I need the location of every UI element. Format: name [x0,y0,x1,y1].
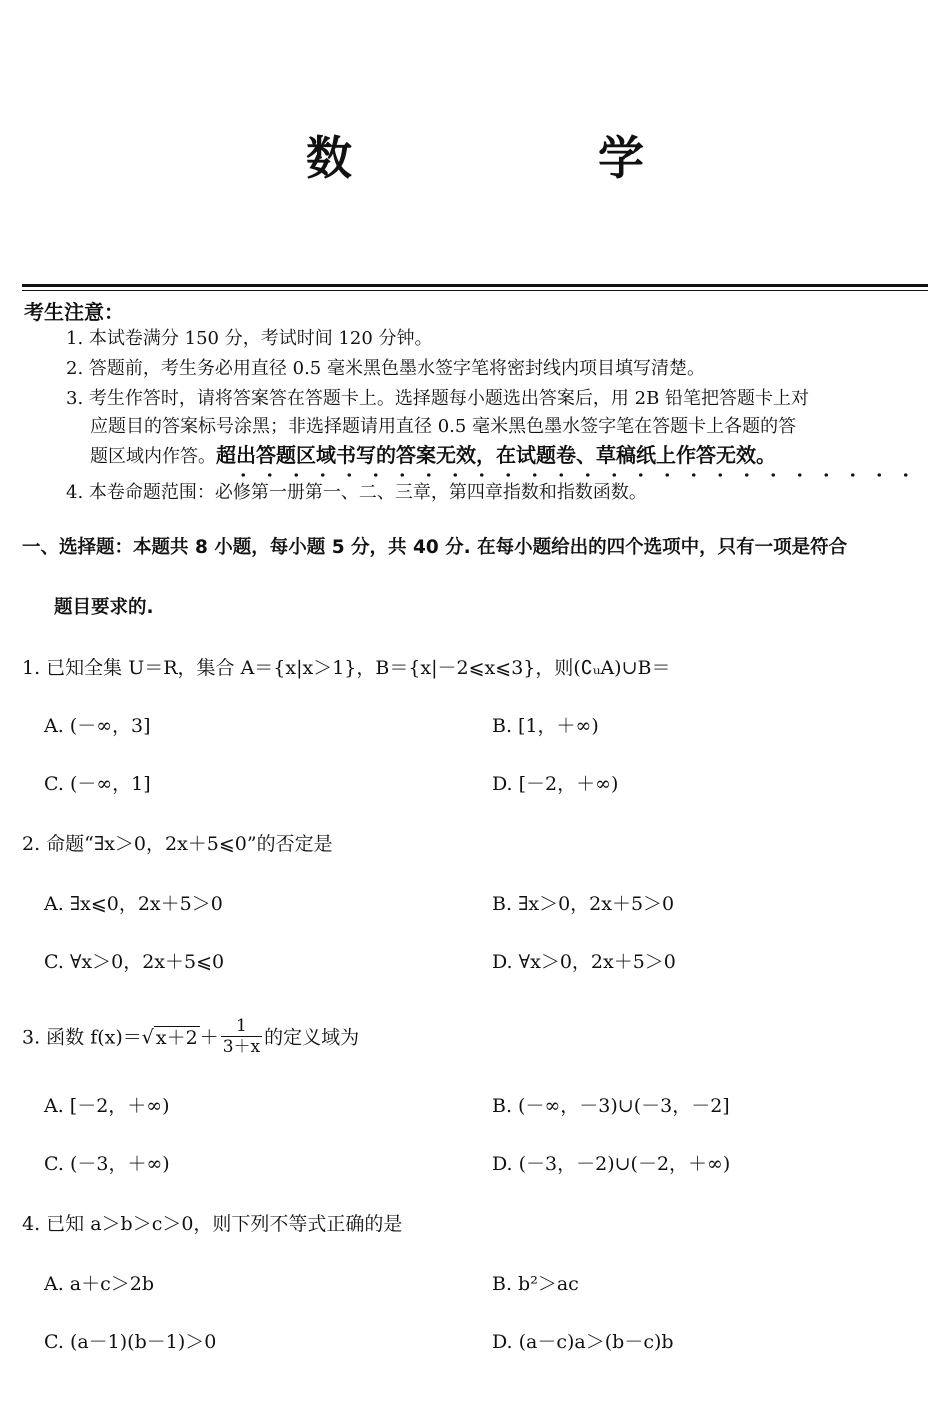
notice-item-3-cont-2 [90,442,776,470]
fraction-numerator: 1 [221,1016,262,1037]
question-4-stem: 4. 已知 a＞b＞c＞0，则下列不等式正确的是 [22,1213,403,1235]
question-1-option-c[interactable]: C. (－∞，1] [44,773,151,795]
question-3-fraction [221,1016,262,1057]
emphasis-dots [230,472,910,478]
question-3-option-d[interactable]: D. (－3，－2)∪(－2，＋∞) [492,1153,731,1175]
question-3-option-b[interactable]: B. (－∞，－3)∪(－3，－2] [492,1095,730,1117]
page-title: 数 学 [306,131,744,185]
notice-item-4: 4. 本卷命题范围：必修第一册第一、二、三章，第四章指数和指数函数。 [66,482,647,503]
question-1-option-d[interactable]: D. [－2，＋∞) [492,773,619,795]
fraction-denominator: 3＋x [222,1037,261,1057]
header-divider-thick [22,284,928,287]
question-3-sqrt: x＋2 [155,1026,198,1049]
question-4-option-d[interactable]: D. (a－c)a＞(b－c)b [492,1331,674,1353]
notice-item-3: 3. 考生作答时，请将答案答在答题卡上。选择题每小题选出答案后，用 2B 铅笔把答题卡上对 [66,388,810,409]
question-4-option-c[interactable]: C. (a－1)(b－1)＞0 [44,1331,217,1353]
question-1-option-a[interactable]: A. (－∞，3] [44,715,151,737]
question-2-option-d[interactable]: D. ∀x＞0，2x＋5＞0 [492,951,676,973]
question-4-option-b[interactable]: B. b²＞ac [492,1273,579,1295]
question-4-option-a[interactable]: A. a＋c＞2b [44,1273,155,1295]
notice-heading: 考生注意： [24,300,124,324]
question-3-plus: ＋ [199,1026,219,1049]
question-2-option-c[interactable]: C. ∀x＞0，2x＋5⩽0 [44,951,225,973]
question-2-option-a[interactable]: A. ∃x⩽0，2x＋5＞0 [44,893,223,915]
notice-item-3-cont: 应题目的答案标号涂黑；非选择题请用直径 0.5 毫米黑色墨水签字笔在答题卡上各题的答 [90,416,797,437]
sqrt-sign: √ [141,1026,154,1049]
section-heading: 一、选择题：本题共 8 小题，每小题 5 分，共 40 分. 在每小题给出的四个选项中，只有一项是符合 [22,537,848,558]
question-3-stem [22,1018,359,1059]
question-3-stem-prefix: 3. 函数 f(x)＝ [22,1026,142,1049]
question-3-option-c[interactable]: C. (－3，＋∞) [44,1153,170,1175]
question-2-option-b[interactable]: B. ∃x＞0，2x＋5＞0 [492,893,675,915]
question-1-stem: 1. 已知全集 U＝R，集合 A＝{x|x＞1}，B＝{x|－2⩽x⩽3}，则(∁ᵤA)∪B＝ [22,657,671,679]
question-2-stem: 2. 命题“∃x＞0，2x＋5⩽0”的否定是 [22,833,333,855]
section-heading-cont: 题目要求的. [54,597,154,618]
question-3-stem-suffix: 的定义域为 [264,1026,360,1049]
notice-item-2: 2. 答题前，考生务必用直径 0.5 毫米黑色墨水签字笔将密封线内项目填写清楚。 [66,358,705,379]
notice-item-3-tail: 题区域内作答。 [90,446,216,467]
notice-emphasis: 超出答题区域书写的答案无效，在试题卷、草稿纸上作答无效。 [216,443,776,467]
header-divider-thin [22,290,928,291]
question-3-option-a[interactable]: A. [－2，＋∞) [44,1095,170,1117]
question-1-option-b[interactable]: B. [1，＋∞) [492,715,599,737]
notice-item-1: 1. 本试卷满分 150 分，考试时间 120 分钟。 [66,328,433,349]
